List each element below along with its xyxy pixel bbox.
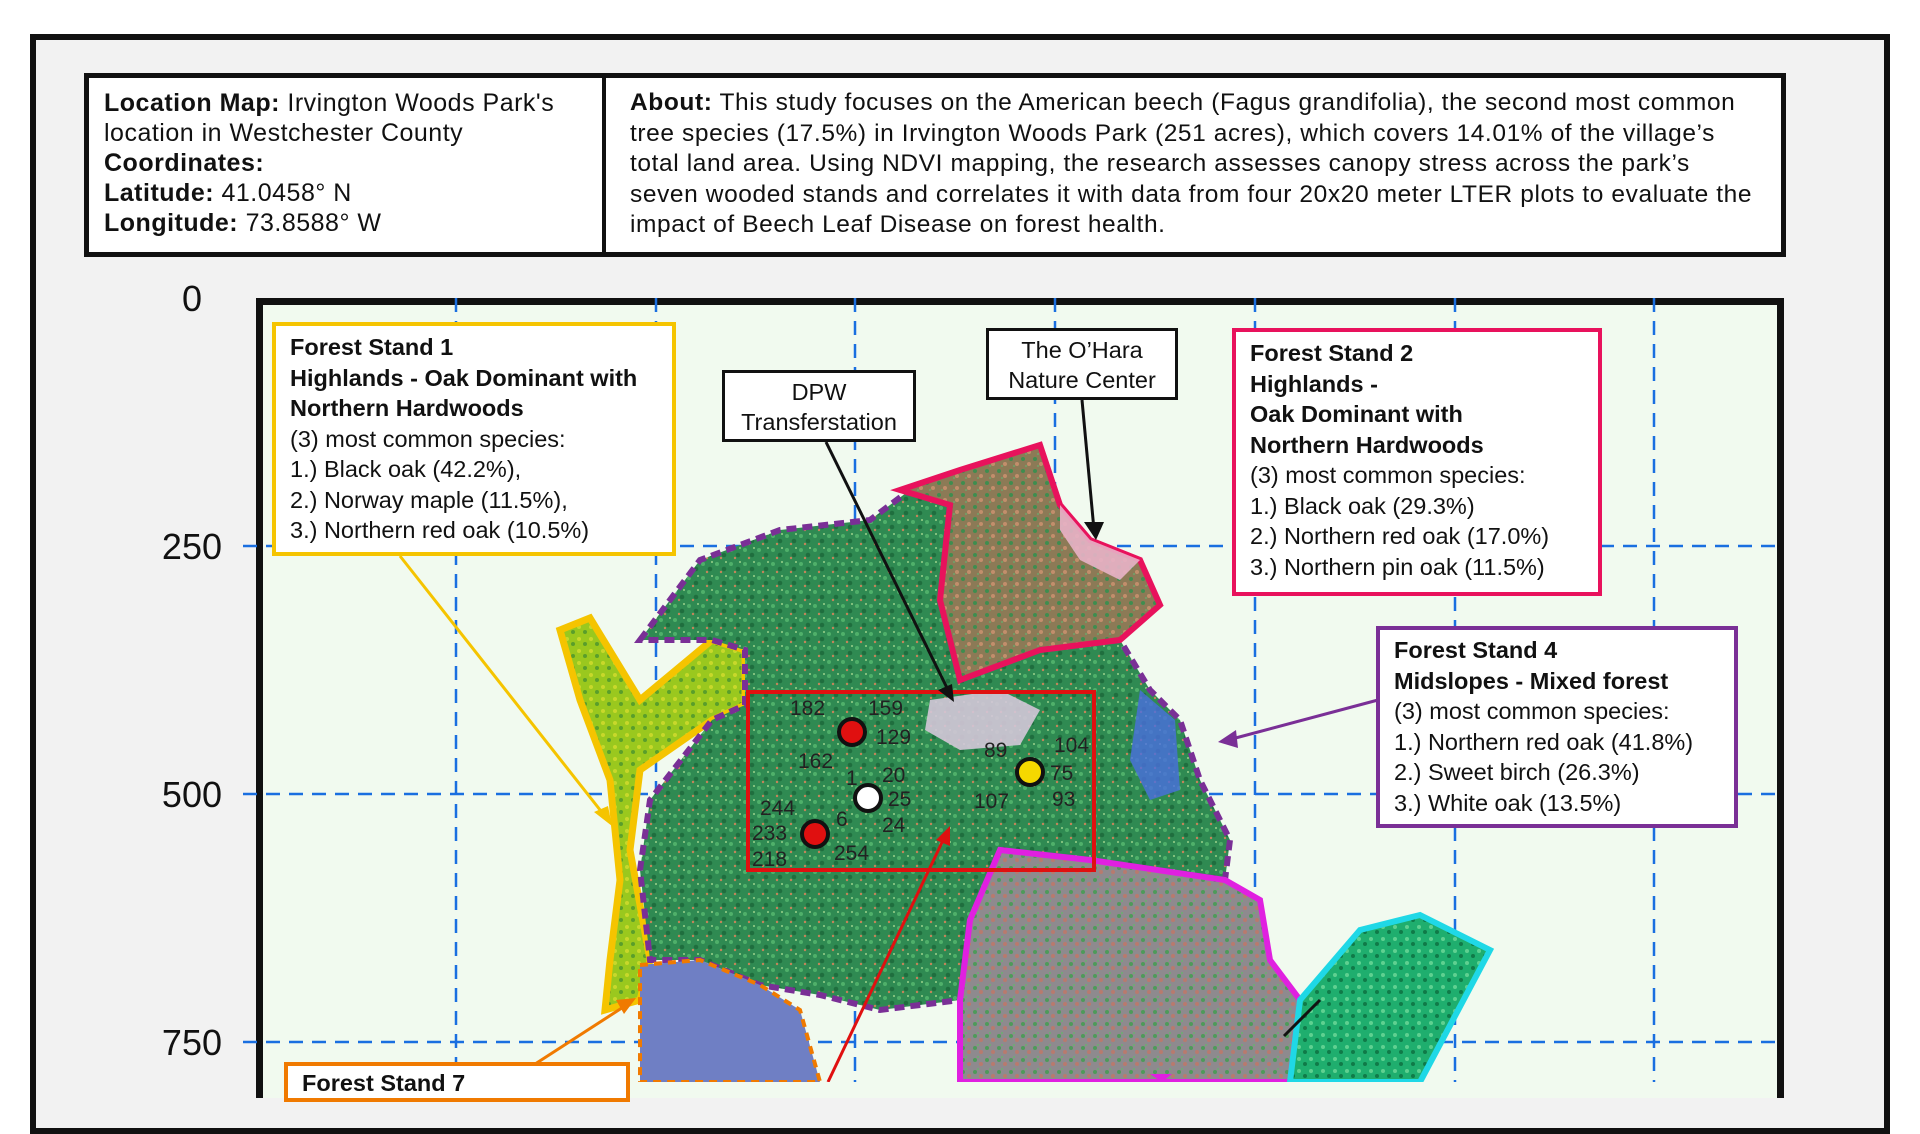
stand-7-title: Forest Stand 7: [302, 1070, 466, 1096]
stand-2-species-2: 2.) Northern red oak (17.0%): [1250, 523, 1550, 549]
plot-label: 254: [834, 842, 870, 865]
about-label: About:: [630, 89, 713, 116]
stand-4-title: Forest Stand 4: [1394, 637, 1558, 663]
plot-label: 162: [798, 750, 834, 773]
ohara-callout-line1: The O’Hara: [1021, 337, 1143, 363]
plot-marker-3: [802, 821, 828, 847]
latitude-value: 41.0458° N: [214, 179, 352, 207]
stand-1-species-1: 1.) Black oak (42.2%),: [290, 456, 522, 482]
plot-label: 218: [752, 848, 788, 871]
plot-label: 129: [876, 726, 912, 749]
dpw-callout-line2: Transferstation: [741, 409, 897, 435]
plot-label: 1: [846, 767, 858, 790]
stand-4-species-heading: (3) most common species:: [1394, 698, 1670, 724]
y-tick-750: 750: [161, 1022, 222, 1063]
stand-2-species-1: 1.) Black oak (29.3%): [1250, 492, 1475, 519]
y-tick-0: 0: [181, 278, 202, 319]
stand-1-type: Highlands - Oak Dominant with: [290, 364, 638, 391]
stand-4-label: [1376, 626, 1738, 828]
plot-label: 93: [1052, 788, 1076, 811]
plot-label: 89: [984, 739, 1008, 762]
stand-2-species-3: 3.) Northern pin oak (11.5%): [1250, 553, 1545, 580]
ohara-callout-line2: Nature Center: [1008, 367, 1156, 393]
plot-label: 25: [888, 788, 912, 811]
stand-cyan-area: [1290, 915, 1490, 1082]
stand-1-species-3: 3.) Northern red oak (10.5%): [290, 517, 590, 543]
plot-label: 104: [1054, 734, 1090, 757]
stand-4-species-1: 1.) Northern red oak (41.8%): [1394, 728, 1694, 755]
stand-4-type: Midslopes - Mixed forest: [1394, 667, 1669, 694]
y-tick-250: 250: [161, 526, 222, 567]
stand-2-label: [1232, 328, 1602, 596]
y-tick-500: 500: [161, 774, 222, 815]
about-text: This study focuses on the American beech (Fagus grandifolia), the second most common tree species (17.5%) in Irvington Woods Park (251 acres), which covers 14.01% of the village’s total land area. Using NDVI mapping, the research assesses canopy stress across the park’s seven wooded stands and correlates it with data from four 20x20 meter LTER plots to evaluate the impact of Beech Leaf Disease on forest health.: [630, 89, 1753, 238]
plot-marker-1: [839, 719, 865, 745]
plot-label: 24: [882, 814, 906, 837]
stand-2-type: Highlands -: [1250, 370, 1378, 397]
stand-1-species-heading: (3) most common species:: [290, 425, 566, 452]
stand-2-title: Forest Stand 2: [1250, 340, 1414, 366]
plot-label: 182: [790, 697, 826, 720]
location-text: Irvington Woods Park's location in Westchester County: [104, 89, 555, 147]
plot-label: 244: [760, 797, 796, 820]
stand-1-species-2: 2.) Norway maple (11.5%),: [290, 486, 568, 513]
plot-label: 233: [752, 822, 788, 845]
ohara-leader: [1082, 400, 1094, 530]
plot-label: 6: [836, 808, 848, 831]
stand-4-leader: [1228, 700, 1378, 740]
stand-1-type-2: Northern Hardwoods: [290, 395, 524, 421]
plot-label: 159: [868, 697, 904, 720]
location-label: Location Map:: [104, 89, 280, 117]
stand-2-species-heading: (3) most common species:: [1250, 462, 1526, 488]
stand-2-type-3: Northern Hardwoods: [1250, 431, 1484, 458]
stand-7-leader: [532, 1004, 628, 1066]
longitude-label: Longitude:: [104, 209, 239, 237]
latitude-label: Latitude:: [104, 179, 215, 207]
plot-label: 20: [882, 764, 906, 787]
dpw-callout: [722, 370, 916, 442]
ohara-callout: [986, 328, 1178, 400]
coordinates-label: Coordinates:: [104, 149, 265, 177]
plot-marker-4: [1017, 759, 1043, 785]
stand-7-label: [284, 1062, 630, 1102]
stand-1-label: [272, 322, 676, 556]
stand-4-species-2: 2.) Sweet birch (26.3%): [1394, 759, 1640, 785]
stand-3-area: [960, 850, 1300, 1082]
plot-label: 107: [974, 790, 1010, 813]
stand-2-type-2: Oak Dominant with: [1250, 401, 1463, 427]
stand-4-species-3: 3.) White oak (13.5%): [1394, 789, 1622, 816]
plot-marker-2: [855, 785, 881, 811]
plot-label: 75: [1050, 762, 1074, 785]
dpw-callout-line1: DPW: [791, 379, 847, 405]
stand-1-title: Forest Stand 1: [290, 334, 454, 360]
longitude-value: 73.8588° W: [238, 209, 382, 237]
